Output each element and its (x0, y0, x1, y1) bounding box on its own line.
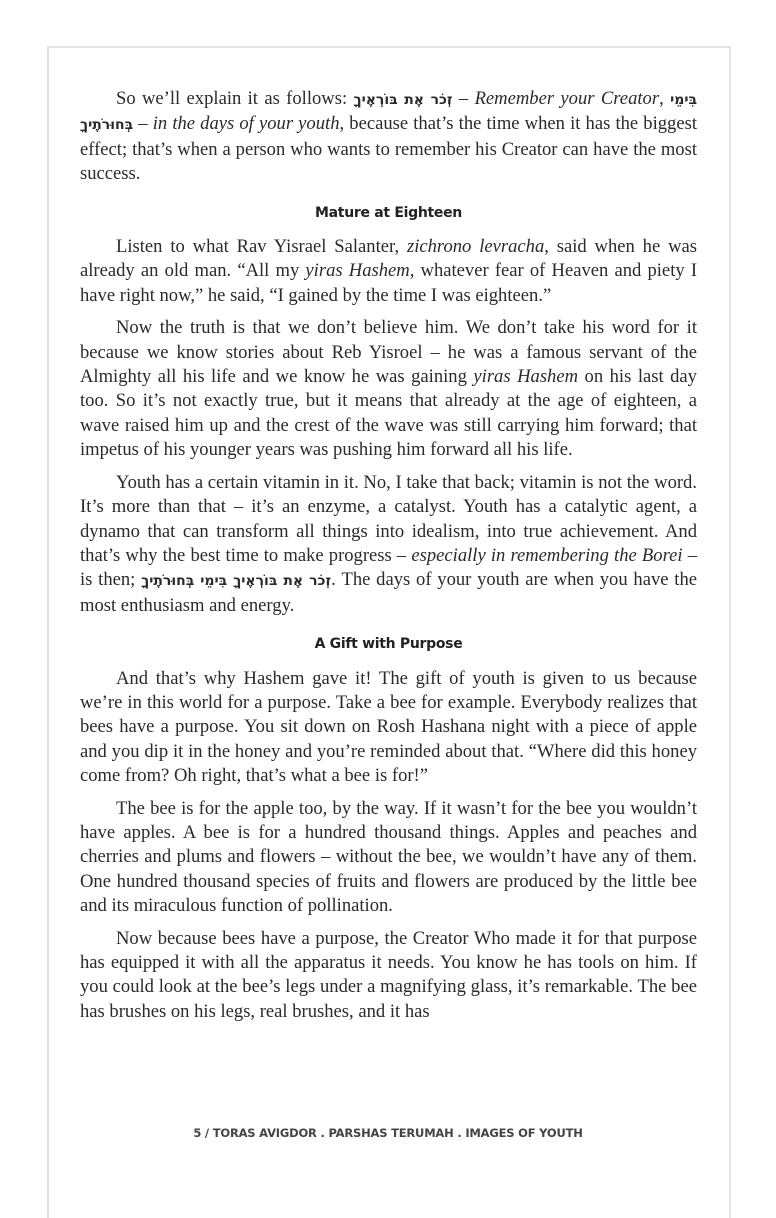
italic-text: Remember your Creator (474, 88, 660, 109)
italic-text: especially in remembering the Borei (411, 544, 683, 566)
italic-text: in the days of your youth (152, 113, 340, 135)
text-run: , whatever fear of Heaven and piety I have right now,” he said, “I gained by the time I was eighteen.” (80, 260, 698, 306)
page-body (80, 87, 697, 1032)
text-run: , (659, 88, 671, 109)
paragraph (80, 471, 697, 618)
text-run: So we’ll explain it as follows: (116, 88, 354, 109)
text-run: Now because bees have a purpose, the Creator Who made it for that purpose has equipped it with all the apparatus it needs. You know he has tools on him. If you could look at the bee’s legs under a magnifying glass, it’s remarkable. The bee has brushes on his legs, real brushes, and it has (80, 927, 697, 1022)
italic-text: zichrono levracha (406, 236, 545, 258)
text-run: – (133, 113, 153, 135)
text-run: on his last day too. So it’s not exactly true, but it means that already at the age of eighteen, a wave raised him up and the crest of the wave was still carrying him forward; that impetus of his younger years was pushing him forward all his life. (80, 366, 697, 461)
paragraph (80, 667, 697, 789)
text-run: Youth has a certain vitamin in it. No, I take that back; vitamin is not the word. It’s more than that – it’s an enzyme, a catalyst. Youth has a catalytic agent, a dynamo that can transform all things into idealism, into true achievement. And that’s why the best time to make progress – (80, 471, 697, 566)
hebrew-quote: זְכֹר אֶת בּוֹרְאֶיךָ בִּימֵי בְּחוּרֹתֶיךָ (141, 573, 332, 590)
paragraph (80, 316, 697, 462)
paragraph (80, 87, 697, 187)
italic-text: yiras Hashem (473, 366, 579, 388)
section-heading: Mature at Eighteen (315, 204, 462, 221)
paragraph (80, 927, 697, 1025)
italic-text: yiras Hashem (305, 260, 410, 282)
text-run: – (452, 88, 475, 109)
hebrew-quote: בִּימֵי בְּחוּרֹתֶיךָ (80, 92, 697, 134)
text-run: And that’s why Hashem gave it! The gift of youth is given to us because we’re in this world for a purpose. Take a bee for example. Everybody realizes that bees have a purpose. You sit down on Rosh Hashana night with a piece of apple and you dip it in the honey and you’re reminded about that. “Where did this honey come from? Oh right, that’s what a bee is for!” (80, 667, 697, 787)
text-run: , said when he was already an old man. “All my (80, 236, 697, 282)
text-run: – is then; (80, 544, 697, 591)
text-run: . The days of your youth are when you have the most enthusiasm and energy. (80, 569, 697, 616)
page-footer: 5 / TORAS AVIGDOR . PARSHAS TERUMAH . IMAGES OF YOUTH (193, 1126, 583, 1140)
paragraph (80, 797, 697, 919)
paragraph (80, 235, 697, 308)
hebrew-quote: זְכֹר אֶת בּוֹרְאֶיךָ (353, 92, 453, 108)
section-heading: A Gift with Purpose (314, 636, 463, 653)
text-run: Now the truth is that we don’t believe him. We don’t take his word for it because we know stories about Reb Yisroel – he was a famous servant of the Almighty all his life and we know he was gaining (80, 317, 697, 388)
text-run: Listen to what Rav Yisrael Salanter, (116, 236, 407, 258)
text-run: , because that’s the time when it has the biggest effect; that’s when a person who wants to remember his Creator can have the most success. (80, 113, 698, 185)
text-run: The bee is for the apple too, by the way. If it wasn’t for the bee you wouldn’t have apples. A bee is for a hundred thousand things. Apples and peaches and cherries and plums and flowers – without the bee, we wouldn’t have any of them. One hundred thousand species of fruits and flowers are produced by the little bee and its miraculous function of pollination. (80, 797, 697, 917)
